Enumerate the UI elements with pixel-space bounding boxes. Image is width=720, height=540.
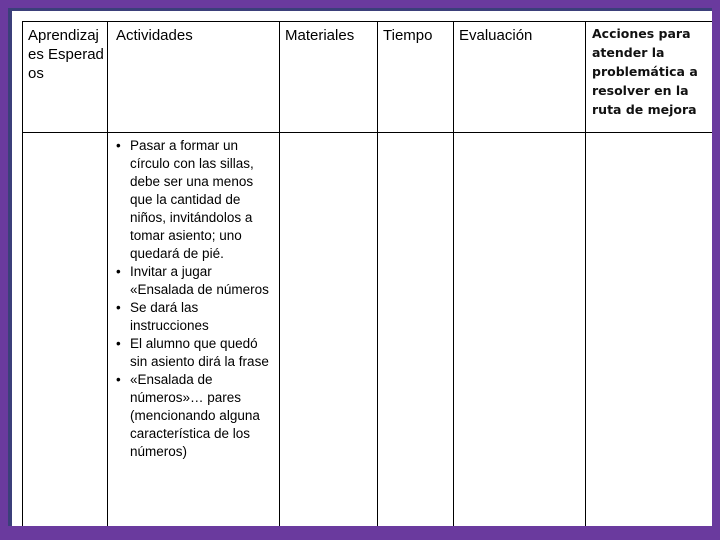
header-tiempo-cell: [378, 22, 454, 133]
actividades-list: [108, 133, 279, 461]
header-acciones-cell: [586, 22, 713, 133]
header-aprendizajes-cell: [23, 22, 108, 133]
header-row: [23, 22, 713, 133]
actividades-cell: [108, 133, 280, 533]
header-aprendizajes: Aprendizajes Esperados: [28, 27, 104, 82]
tiempo-cell: [378, 133, 454, 533]
bottom-border: [0, 526, 720, 540]
header-evaluacion-cell: [454, 22, 586, 133]
actividad-item: • «Ensalada de números»… pares (mencionando alguna característica de los números): [130, 371, 273, 461]
header-tiempo: Tiempo: [383, 27, 433, 44]
materiales-cell: [280, 133, 378, 533]
header-evaluacion: Evaluación: [459, 27, 533, 44]
slide-frame: [8, 8, 712, 532]
body-row: [23, 133, 713, 533]
actividad-item: • El alumno que quedó sin asiento dirá la frase: [130, 335, 273, 371]
header-acciones: Acciones para atender la problemática a resolver en la ruta de mejora: [592, 26, 698, 117]
header-actividades: Actividades: [116, 27, 193, 44]
acciones-cell: [586, 133, 713, 533]
actividad-item: • Se dará las instrucciones: [130, 299, 273, 335]
aprendizajes-cell: [23, 133, 108, 533]
evaluacion-cell: [454, 133, 586, 533]
actividad-item: • Pasar a formar un círculo con las sillas, debe ser una menos que la cantidad de niños, invitándolos a tomar asiento; uno quedará de pié.: [130, 137, 273, 263]
actividad-item: • Invitar a jugar «Ensalada de números: [130, 263, 273, 299]
header-materiales: Materiales: [285, 27, 355, 44]
header-materiales-cell: [280, 22, 378, 133]
header-actividades-cell: [108, 22, 280, 133]
activity-plan-table: [22, 21, 712, 532]
